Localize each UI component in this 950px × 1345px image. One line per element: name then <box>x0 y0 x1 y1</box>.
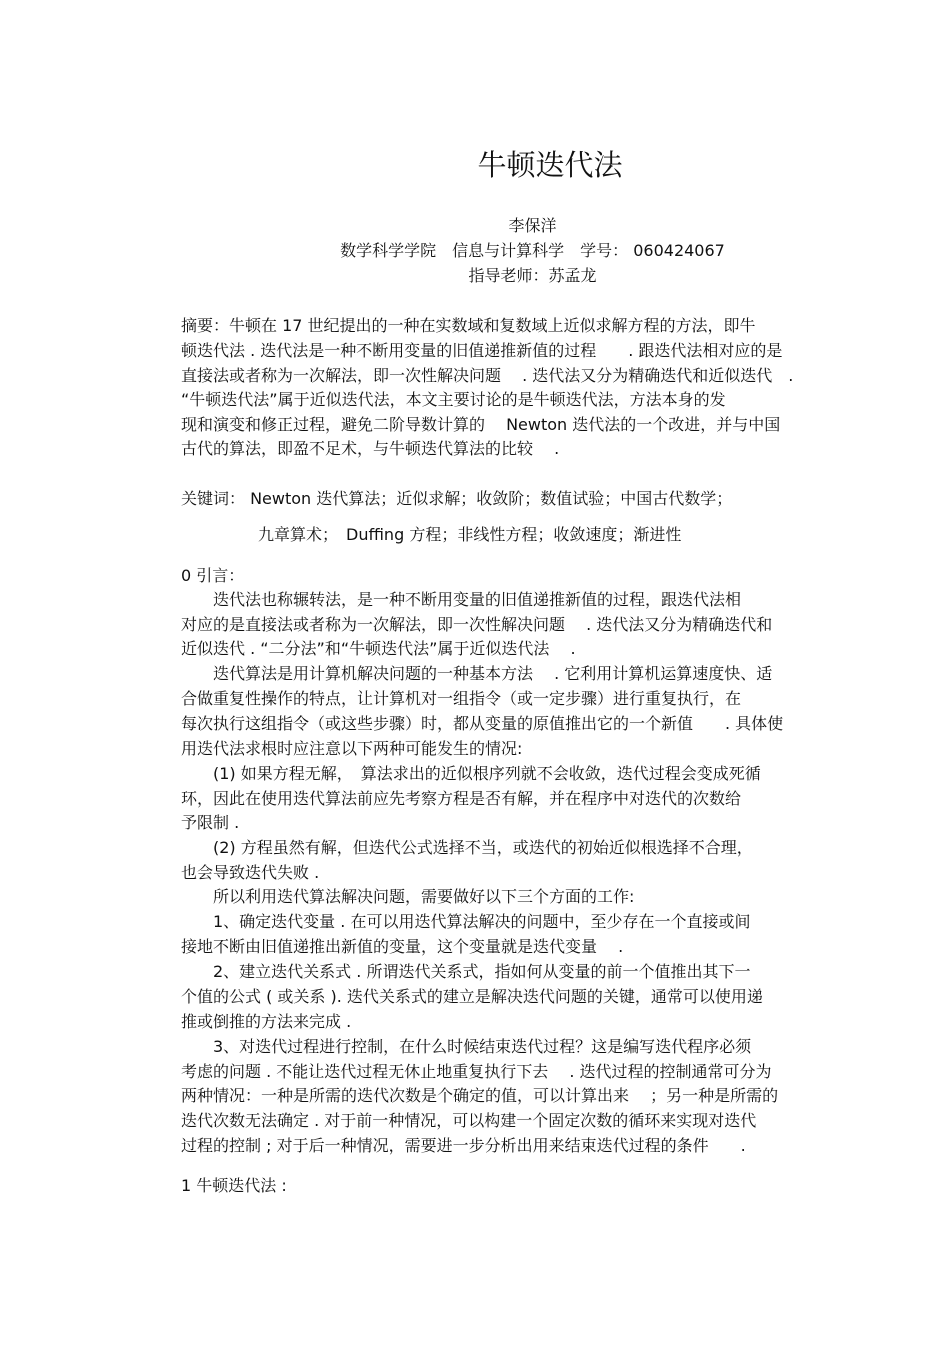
body-line: 1、确定迭代变量 . 在可以用迭代算法解决的问题中，至少存在一个直接或间 <box>181 912 751 931</box>
body-line: 合做重复性操作的特点，让计算机对一组指令（或一定步骤）进行重复执行，在 <box>181 689 742 708</box>
body-line: 2、建立迭代关系式 . 所谓迭代关系式，指如何从变量的前一个值推出其下一 <box>181 962 751 981</box>
body-line: 两种情况：一种是所需的迭代次数是个确定的值，可以计算出来 ；另一种是所需的 <box>181 1086 779 1105</box>
page-title: 牛顿迭代法 <box>477 148 623 182</box>
abstract-line: 顿迭代法 . 迭代法是一种不断用变量的旧值递推新值的过程 . 跟迭代法相对应的是 <box>181 341 783 360</box>
author-name: 李保洋 <box>508 216 557 235</box>
body-line: 环，因此在使用迭代算法前应先考察方程是否有解，并在程序中对迭代的次数给 <box>181 789 742 808</box>
body-line: 3、对迭代过程进行控制，在什么时候结束迭代过程？这是编写迭代程序必须 <box>181 1037 752 1056</box>
body-line: 接地不断由旧值递推出新值的变量，这个变量就是迭代变量 . <box>181 937 624 956</box>
keywords-line: 九章算术； Duffing 方程；非线性方程；收敛速度；渐进性 <box>258 525 682 544</box>
author-affiliation: 数学科学学院 信息与计算科学 学号： 060424067 <box>340 241 725 260</box>
body-line: 考虑的问题 . 不能让迭代过程无休止地重复执行下去 . 迭代过程的控制通常可分为 <box>181 1062 772 1081</box>
body-line: 用迭代法求根时应注意以下两种可能发生的情况: <box>181 739 523 758</box>
body-line: 所以利用迭代算法解决问题，需要做好以下三个方面的工作: <box>181 887 635 906</box>
body-line: 过程的控制 ; 对于后一种情况，需要进一步分析出用来结束迭代过程的条件 . <box>181 1136 746 1155</box>
abstract-line: “牛顿迭代法”属于近似迭代法，本文主要讨论的是牛顿迭代法，方法本身的发 <box>181 390 726 409</box>
body-line: (1) 如果方程无解， 算法求出的近似根序列就不会收敛，迭代过程会变成死循 <box>181 764 761 783</box>
body-line: 迭代法也称辗转法，是一种不断用变量的旧值递推新值的过程，跟迭代法相 <box>181 590 742 609</box>
body-line: 迭代算法是用计算机解决问题的一种基本方法 . 它利用计算机运算速度快、适 <box>181 664 773 683</box>
abstract-line: 摘要：牛顿在 17 世纪提出的一种在实数域和复数域上近似求解方程的方法，即牛 <box>181 316 756 335</box>
body-line: 近似迭代 . “二分法”和“牛顿迭代法”属于近似迭代法 . <box>181 639 576 658</box>
advisor-name: 指导老师：苏孟龙 <box>468 266 597 285</box>
body-line: 对应的是直接法或者称为一次解法，即一次性解决问题 . 迭代法又分为精确迭代和 <box>181 615 773 634</box>
abstract-line: 古代的算法，即盈不足术，与牛顿迭代算法的比较 . <box>181 439 560 458</box>
body-line: (2) 方程虽然有解，但迭代公式选择不当，或迭代的初始近似根选择不合理， <box>181 838 753 857</box>
body-line: 迭代次数无法确定 . 对于前一种情况，可以构建一个固定次数的循环来实现对迭代 <box>181 1111 757 1130</box>
section-heading-newton: 1 牛顿迭代法 : <box>181 1176 287 1195</box>
body-line: 予限制 . <box>181 813 240 832</box>
abstract-line: 现和演变和修正过程，避免二阶导数计算的 Newton 迭代法的一个改进，并与中国 <box>181 415 781 434</box>
body-line: 推或倒推的方法来完成 . <box>181 1012 352 1031</box>
keywords-line: 关键词： Newton 迭代算法；近似求解；收敛阶；数值试验；中国古代数学； <box>181 489 733 508</box>
section-heading-intro: 0 引言： <box>181 566 245 585</box>
abstract-line: 直接法或者称为一次解法，即一次性解决问题 . 迭代法又分为精确迭代和近似迭代 . <box>181 366 794 385</box>
body-line: 也会导致迭代失败 . <box>181 863 320 882</box>
body-line: 每次执行这组指令（或这些步骤）时，都从变量的原值推出它的一个新值 . 具体使 <box>181 714 784 733</box>
body-line: 个值的公式 ( 或关系 ). 迭代关系式的建立是解决迭代问题的关键，通常可以使用递 <box>181 987 763 1006</box>
